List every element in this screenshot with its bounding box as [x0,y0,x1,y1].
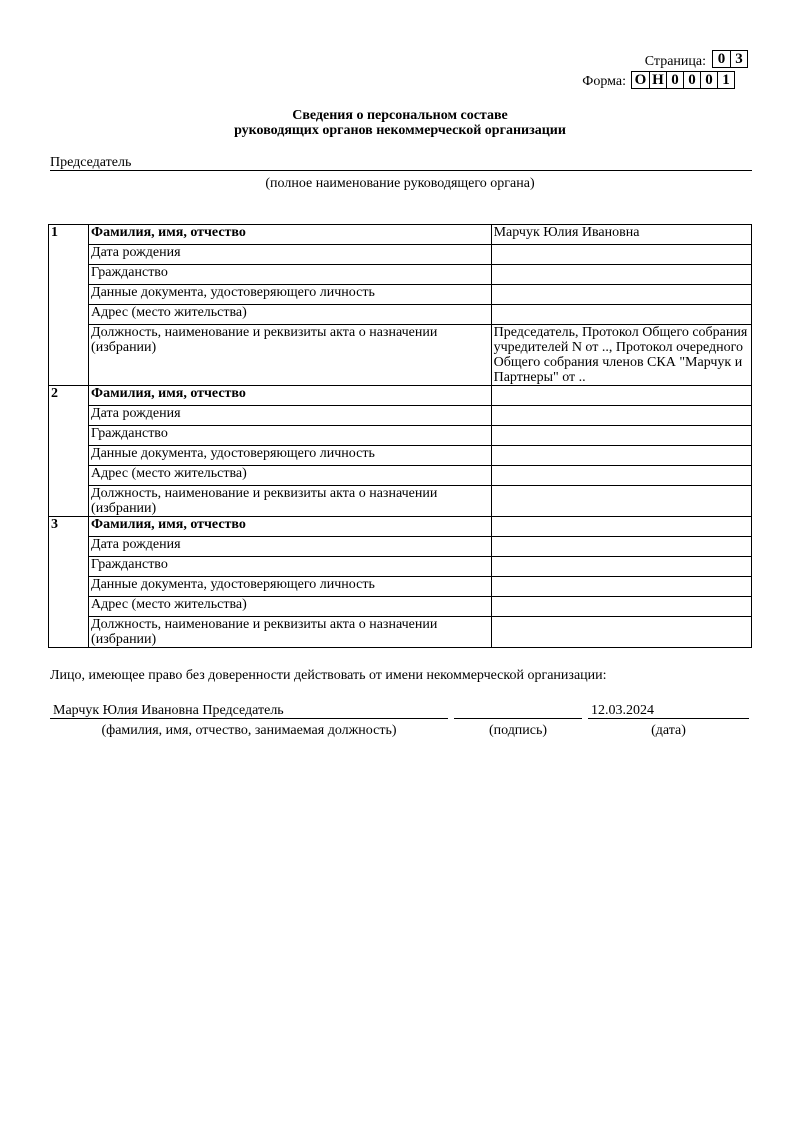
member-row-position [49,617,752,648]
document-title-line-1: Сведения о персональном составе [292,108,508,123]
page-number-boxes [712,50,748,68]
member-row-citizenship [49,557,752,577]
label-birth: Дата рождения [89,406,492,426]
value-document [491,285,751,305]
value-position [491,617,751,648]
value-citizenship [491,557,751,577]
member-number: 1 [49,225,89,386]
members-table [48,224,752,648]
form-char: 0 [666,72,683,88]
label-address: Адрес (место жительства) [89,597,492,617]
form-char: 1 [717,72,734,88]
member-number: 3 [49,517,89,648]
member-row-name [49,386,752,406]
date-field: 12.03.2024 [588,703,749,719]
value-birth [491,245,751,265]
signature-field [454,703,582,719]
label-address: Адрес (место жительства) [89,466,492,486]
date-caption: (дата) [651,723,686,738]
member-row-name [49,225,752,245]
label-address: Адрес (место жительства) [89,305,492,325]
member-row-address [49,305,752,325]
member-row-birth [49,537,752,557]
value-address [491,597,751,617]
member-row-citizenship [49,426,752,446]
label-citizenship: Гражданство [89,265,492,285]
label-document: Данные документа, удостоверяющего личность [89,577,492,597]
form-code-boxes [631,71,735,89]
member-row-address [49,597,752,617]
member-row-position [49,325,752,386]
authority-statement: Лицо, имеющее право без доверенности действовать от имени некоммерческой организации: [50,668,607,683]
form-char: Н [649,72,666,88]
label-citizenship: Гражданство [89,426,492,446]
form-char: 0 [683,72,700,88]
label-document: Данные документа, удостоверяющего личность [89,446,492,466]
member-row-citizenship [49,265,752,285]
label-name: Фамилия, имя, отчество [89,225,492,245]
member-row-birth [49,245,752,265]
member-row-document [49,577,752,597]
member-row-position [49,486,752,517]
member-number: 2 [49,386,89,517]
organ-name-field: Председатель [50,155,752,171]
value-address [491,305,751,325]
value-birth [491,537,751,557]
member-row-birth [49,406,752,426]
value-position: Председатель, Протокол Общего собрания учредителей N от .., Протокол очередного Общего собрания членов СКА "Марчук и Партнеры" от .. [491,325,751,386]
value-name [491,517,751,537]
signature-caption: (подпись) [488,723,548,738]
value-name [491,386,751,406]
value-citizenship [491,265,751,285]
value-address [491,466,751,486]
page-label: Страница: [644,54,706,69]
organ-name-caption: (полное наименование руководящего органа) [265,176,535,191]
page-digit: 0 [717,51,726,67]
member-row-address [49,466,752,486]
document-title-line-2: руководящих органов некоммерческой организации [234,123,566,138]
label-name: Фамилия, имя, отчество [89,386,492,406]
signer-name-field: Марчук Юлия Ивановна Председатель [50,703,448,719]
value-birth [491,406,751,426]
value-citizenship [491,426,751,446]
label-position: Должность, наименование и реквизиты акта о назначении (избрании) [89,486,492,517]
member-row-name [49,517,752,537]
member-row-document [49,285,752,305]
member-row-document [49,446,752,466]
signer-caption: (фамилия, имя, отчество, занимаемая должность) [101,723,397,738]
label-document: Данные документа, удостоверяющего личность [89,285,492,305]
label-birth: Дата рождения [89,537,492,557]
form-label: Форма: [582,74,626,89]
form-char: О [634,72,647,88]
label-position: Должность, наименование и реквизиты акта о назначении (избрании) [89,325,492,386]
label-citizenship: Гражданство [89,557,492,577]
label-name: Фамилия, имя, отчество [89,517,492,537]
value-document [491,577,751,597]
label-position: Должность, наименование и реквизиты акта о назначении (избрании) [89,617,492,648]
value-position [491,486,751,517]
label-birth: Дата рождения [89,245,492,265]
page-digit: 3 [730,51,747,67]
value-name: Марчук Юлия Ивановна [491,225,751,245]
form-char: 0 [700,72,717,88]
value-document [491,446,751,466]
